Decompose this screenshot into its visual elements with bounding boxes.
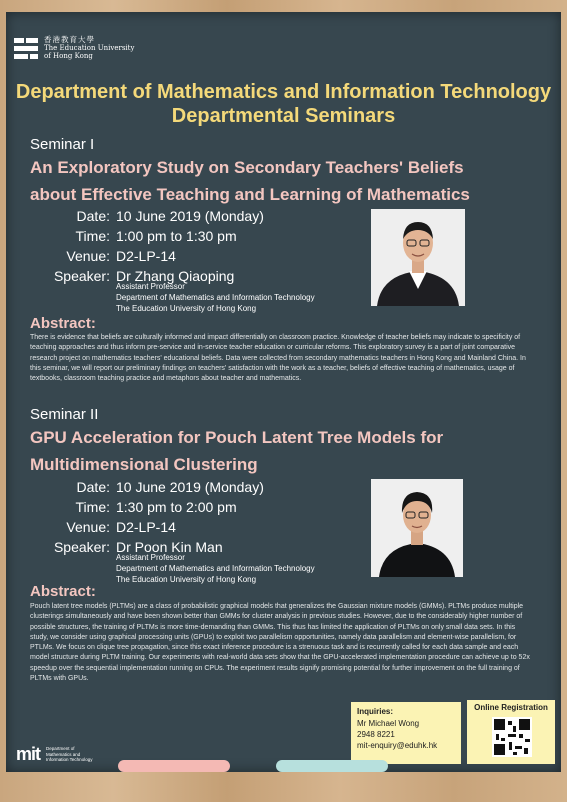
- inquiries-email[interactable]: mit-enquiry@eduhk.hk: [357, 741, 438, 750]
- seminar2-venue: D2-LP-14: [116, 519, 176, 535]
- seminar1-univ: The Education University of Hong Kong: [116, 304, 257, 313]
- seminar2-date: 10 June 2019 (Monday): [116, 479, 264, 495]
- seminar1-abstract-heading: Abstract:: [30, 315, 96, 332]
- logo-english-line1: The Education University: [44, 44, 135, 52]
- seminar1-title-line2: about Effective Teaching and Learning of Mathematics: [30, 185, 470, 204]
- mit-logo-line1: Department of: [46, 746, 75, 751]
- date-label: Date:: [76, 208, 110, 224]
- seminar2-speaker-photo: [371, 479, 463, 577]
- seminar1-title: [30, 154, 470, 208]
- seminar1-role: Assistant Professor: [116, 282, 185, 291]
- seminar1-time: 1:00 pm to 1:30 pm: [116, 228, 237, 244]
- seminar2-speaker: Dr Poon Kin Man: [116, 539, 223, 555]
- speaker-label: Speaker:: [53, 539, 110, 555]
- seminar1-speaker-photo: [371, 209, 465, 306]
- seminar2-role: Assistant Professor: [116, 553, 185, 562]
- seminar2-title-line2: Multidimensional Clustering: [30, 455, 258, 474]
- venue-label: Venue:: [66, 248, 110, 264]
- seminar1-speaker: Dr Zhang Qiaoping: [116, 268, 235, 284]
- mit-logo-line3: Information Technology: [46, 757, 93, 762]
- seminar1-dept: Department of Mathematics and Information Technology: [116, 293, 315, 302]
- seminar2-title: [30, 424, 443, 478]
- seminar2-label: Seminar II: [30, 406, 99, 423]
- inquiries-name: Mr Michael Wong: [357, 719, 420, 728]
- seminar1-venue: D2-LP-14: [116, 248, 176, 264]
- speaker-portrait-icon: [371, 479, 463, 577]
- seminar1-label: Seminar I: [30, 136, 95, 153]
- time-label: Time:: [75, 499, 110, 515]
- registration-note: [467, 700, 555, 764]
- date-label: Date:: [76, 479, 110, 495]
- teal-chalk-piece: [276, 760, 388, 772]
- seminar1-abstract-text: There is evidence that beliefs are culturally informed and impact differentially on classroom practice. Knowledge of teacher beliefs may indicate to specificity of teaching approaches and thus inform pre-service and in-service teacher education or curricular reforms. This exploratory survey is a part of joint comparative research project on mathematics teachers' educational beliefs. Data were collected from secondary mathematics teachers in Hong Kong and Mainland China. In this seminar, we will report our preliminary findings on teachers' satisfaction with the work as a teacher, beliefs of effective teaching of mathematics, usage of textbooks, classroom teaching practice and metaphors about teacher and mathematics.: [30, 334, 526, 383]
- eduhk-logo-text: [44, 36, 134, 60]
- eduhk-logo: [14, 36, 144, 66]
- speaker-label: Speaker:: [53, 268, 110, 284]
- inquiries-note: [351, 702, 461, 764]
- seminar1-speaker-affiliation: [116, 281, 315, 314]
- logo-chinese-name: 香港教育大學: [44, 35, 95, 44]
- mit-logo-line2: Mathematics and: [46, 751, 81, 757]
- inquiries-phone: 2948 8221: [357, 730, 395, 739]
- seminar1-title-line1: An Exploratory Study on Secondary Teachers' Beliefs: [30, 158, 464, 177]
- qr-code-icon[interactable]: [492, 717, 532, 757]
- seminar1-date: 10 June 2019 (Monday): [116, 208, 264, 224]
- registration-heading: Online Registration: [474, 703, 548, 712]
- pink-chalk-piece: [118, 760, 230, 772]
- seminar2-abstract-text: Pouch latent tree models (PLTMs) are a class of probabilistic graphical models that generalizes the Gaussian mixture models (GMMs). PLTMs produce multiple clusterings simultaneously and have been shown better than GMMs for cluster analysis in previous studies. However, due to the considerably higher number of possible structures, the training of PLTMs is more time-demanding than GMMs. This thus has limited the application of PLTMs on only small data sets. In this study, we consider using graphical processing units (GPUs) to exploit two parallelism opportunities, namely data parallelism and element-wise parallelism, for PTLMs. We focus on clique tree propagation, since this exact inference procedure is a strenuous task and is recurrently called for each data sample and each model structure during PLTM training. Our experiments with real-world data sets show that the GPU-accelerated implementation procedure can achieve up to 52x speedup over the sequential implementation running on CPUs. The experiment results signify promising potential for further improvement on the full training of PLTMs with GPUs.: [30, 603, 530, 683]
- time-label: Time:: [75, 228, 110, 244]
- seminar2-title-line1: GPU Acceleration for Pouch Latent Tree Models for: [30, 428, 444, 447]
- eduhk-logo-icon: [14, 36, 40, 64]
- seminar2-speaker-affiliation: [116, 552, 315, 585]
- page-header: [0, 80, 567, 128]
- mit-logo-text: [46, 746, 92, 763]
- logo-english-line2: of Hong Kong: [44, 52, 93, 60]
- venue-label: Venue:: [66, 519, 110, 535]
- mit-logo-mark: mit: [16, 744, 40, 764]
- inquiries-heading: Inquiries:: [357, 707, 394, 716]
- seminar2-abstract-heading: Abstract:: [30, 583, 96, 600]
- seminar2-univ: The Education University of Hong Kong: [116, 575, 257, 584]
- department-title: Department of Mathematics and Information Technology: [15, 81, 552, 103]
- seminar2-dept: Department of Mathematics and Information Technology: [116, 564, 315, 573]
- seminar2-time: 1:30 pm to 2:00 pm: [116, 499, 237, 515]
- seminar-series-title: Departmental Seminars: [171, 105, 396, 127]
- speaker-portrait-icon: [371, 209, 465, 306]
- mit-department-logo: [16, 745, 106, 765]
